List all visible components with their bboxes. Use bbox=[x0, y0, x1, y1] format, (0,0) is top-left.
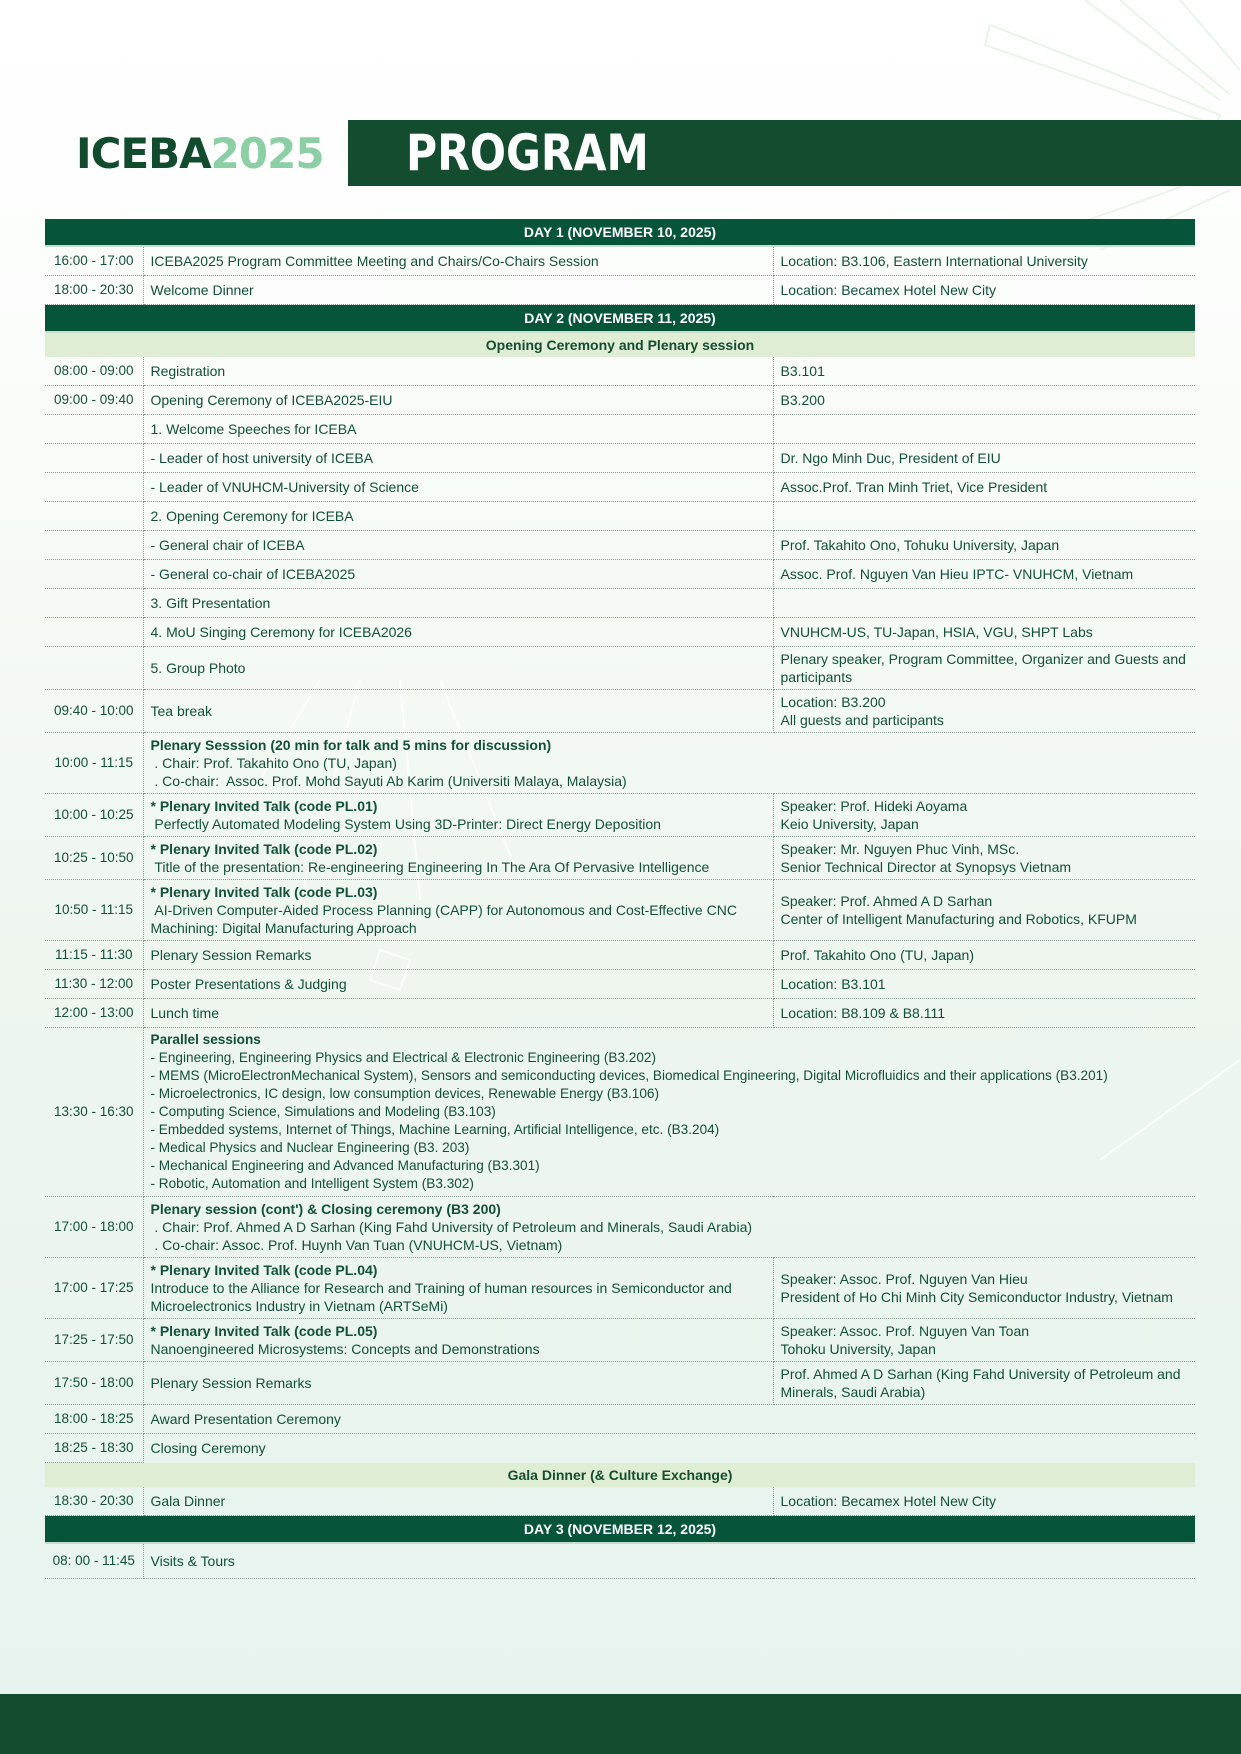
plenary-session-title: Plenary session (cont') & Closing ceremony (B3 200) bbox=[150, 1201, 501, 1217]
table-row bbox=[45, 1362, 1195, 1405]
time-cell: 17:00 - 17:25 bbox=[45, 1258, 143, 1319]
time-cell: 18:00 - 20:30 bbox=[45, 276, 143, 305]
event-cell: 3. Gift Presentation bbox=[143, 589, 773, 618]
table-row bbox=[45, 999, 1195, 1028]
time-cell: 10:00 - 11:15 bbox=[45, 733, 143, 794]
time-cell: 10:50 - 11:15 bbox=[45, 880, 143, 941]
table-row bbox=[45, 502, 1195, 531]
talk-cell bbox=[143, 794, 773, 837]
time-cell bbox=[45, 589, 143, 618]
event-cell: Opening Ceremony of ICEBA2025-EIU bbox=[143, 386, 773, 415]
talk-cell bbox=[143, 837, 773, 880]
time-cell: 17:50 - 18:00 bbox=[45, 1362, 143, 1405]
speaker-affiliation: President of Ho Chi Minh City Semiconductor Industry, Vietnam bbox=[780, 1289, 1173, 1305]
time-cell: 17:00 - 18:00 bbox=[45, 1197, 143, 1258]
table-row bbox=[45, 1543, 1195, 1579]
info-cell: Prof. Ahmed A D Sarhan (King Fahd University of Petroleum and Minerals, Saudi Arabia) bbox=[773, 1362, 1195, 1405]
speaker-cell bbox=[773, 837, 1195, 880]
speaker-cell bbox=[773, 1258, 1195, 1319]
logo-year: 2025 bbox=[210, 129, 324, 178]
time-cell: 09:00 - 09:40 bbox=[45, 386, 143, 415]
table-row bbox=[45, 970, 1195, 999]
table-row bbox=[45, 794, 1195, 837]
event-cell: - Leader of host university of ICEBA bbox=[143, 444, 773, 473]
table-row bbox=[45, 473, 1195, 502]
info-cell: Location: Becamex Hotel New City bbox=[773, 1487, 1195, 1516]
speaker-name: Speaker: Prof. Hideki Aoyama bbox=[780, 798, 968, 814]
time-cell bbox=[45, 415, 143, 444]
table-row bbox=[45, 647, 1195, 690]
event-cell: Plenary Session Remarks bbox=[143, 941, 773, 970]
info-cell: Assoc. Prof. Nguyen Van Hieu IPTC- VNUHCM, Vietnam bbox=[773, 560, 1195, 589]
title-band bbox=[348, 120, 1241, 186]
program-schedule-table bbox=[45, 219, 1195, 1579]
time-cell: 08: 00 - 11:45 bbox=[45, 1543, 143, 1579]
talk-title: Introduce to the Alliance for Research and Training of human resources in Semiconductor and Microelectronics Industry in Vietnam (ARTSeMi) bbox=[150, 1280, 732, 1314]
info-audience: All guests and participants bbox=[780, 712, 944, 728]
event-cell: - General co-chair of ICEBA2025 bbox=[143, 560, 773, 589]
day-header-row bbox=[45, 1516, 1195, 1544]
info-cell: B3.200 bbox=[773, 386, 1195, 415]
talk-cell bbox=[143, 1319, 773, 1362]
talk-cell bbox=[143, 880, 773, 941]
table-row bbox=[45, 560, 1195, 589]
table-row bbox=[45, 589, 1195, 618]
time-cell: 10:00 - 10:25 bbox=[45, 794, 143, 837]
time-cell: 08:00 - 09:00 bbox=[45, 357, 143, 386]
talk-title: Perfectly Automated Modeling System Using 3D-Printer: Direct Energy Deposition bbox=[150, 816, 661, 832]
plenary-session-cell bbox=[143, 733, 1195, 794]
event-cell: Poster Presentations & Judging bbox=[143, 970, 773, 999]
table-row bbox=[45, 1319, 1195, 1362]
time-cell: 11:30 - 12:00 bbox=[45, 970, 143, 999]
footer-band bbox=[0, 1694, 1241, 1754]
time-cell: 18:00 - 18:25 bbox=[45, 1405, 143, 1434]
day-header-row bbox=[45, 219, 1195, 246]
time-cell: 17:25 - 17:50 bbox=[45, 1319, 143, 1362]
speaker-name: Speaker: Prof. Ahmed A D Sarhan bbox=[780, 893, 993, 909]
time-cell: 10:25 - 10:50 bbox=[45, 837, 143, 880]
talk-code: * Plenary Invited Talk (code PL.03) bbox=[150, 884, 378, 900]
event-cell: Plenary Session Remarks bbox=[143, 1362, 773, 1405]
info-cell: Location: Becamex Hotel New City bbox=[773, 276, 1195, 305]
event-cell: 1. Welcome Speeches for ICEBA bbox=[143, 415, 773, 444]
table-row bbox=[45, 880, 1195, 941]
speaker-cell bbox=[773, 880, 1195, 941]
speaker-affiliation: Tohoku University, Japan bbox=[780, 1341, 936, 1357]
info-cell bbox=[773, 690, 1195, 733]
talk-title: Title of the presentation: Re-engineering Engineering In The Ara Of Pervasive Intelligence bbox=[150, 859, 710, 875]
talk-title: AI-Driven Computer-Aided Process Planning (CAPP) for Autonomous and Cost-Effective CNC Machining: Digital Manufacturing Approach bbox=[150, 902, 741, 936]
event-cell: Award Presentation Ceremony bbox=[143, 1405, 1195, 1434]
parallel-sessions-cell bbox=[143, 1028, 1195, 1197]
parallel-session-item: - MEMS (MicroElectronMechanical System), Sensors and semiconducting devices, Biomedical Engineering, Digital Microfluidics and their applications (B3.201) bbox=[150, 1068, 1108, 1083]
info-cell: Location: B3.106, Eastern International University bbox=[773, 246, 1195, 276]
table-row bbox=[45, 246, 1195, 276]
info-cell: VNUHCM-US, TU-Japan, HSIA, VGU, SHPT Labs bbox=[773, 618, 1195, 647]
parallel-session-item: - Microelectronics, IC design, low consumption devices, Renewable Energy (B3.106) bbox=[150, 1086, 659, 1101]
info-cell: Prof. Takahito Ono, Tohuku University, Japan bbox=[773, 531, 1195, 560]
event-cell: Gala Dinner bbox=[143, 1487, 773, 1516]
page-header bbox=[0, 120, 1241, 186]
opening-section-header: Opening Ceremony and Plenary session bbox=[45, 332, 1195, 357]
table-row bbox=[45, 415, 1195, 444]
day-2-header: DAY 2 (NOVEMBER 11, 2025) bbox=[45, 305, 1195, 333]
plenary-session-cell bbox=[143, 1197, 1195, 1258]
info-cell: Location: B3.101 bbox=[773, 970, 1195, 999]
event-cell: Lunch time bbox=[143, 999, 773, 1028]
page-title: PROGRAM bbox=[406, 124, 649, 182]
event-cell: - Leader of VNUHCM-University of Science bbox=[143, 473, 773, 502]
parallel-session-item: - Robotic, Automation and Intelligent System (B3.302) bbox=[150, 1176, 474, 1191]
info-cell: Assoc.Prof. Tran Minh Triet, Vice President bbox=[773, 473, 1195, 502]
table-row bbox=[45, 941, 1195, 970]
speaker-name: Speaker: Assoc. Prof. Nguyen Van Toan bbox=[780, 1323, 1030, 1339]
speaker-cell bbox=[773, 1319, 1195, 1362]
day-1-header: DAY 1 (NOVEMBER 10, 2025) bbox=[45, 219, 1195, 246]
plenary-cochair: . Co-chair: Assoc. Prof. Huynh Van Tuan (VNUHCM-US, Vietnam) bbox=[150, 1237, 563, 1253]
talk-code: * Plenary Invited Talk (code PL.02) bbox=[150, 841, 378, 857]
talk-cell bbox=[143, 1258, 773, 1319]
plenary-chair: . Chair: Prof. Ahmed A D Sarhan (King Fahd University of Petroleum and Minerals, Saudi Arabia) bbox=[150, 1219, 753, 1235]
event-cell: 2. Opening Ceremony for ICEBA bbox=[143, 502, 773, 531]
table-row bbox=[45, 690, 1195, 733]
table-row bbox=[45, 444, 1195, 473]
plenary-chair: . Chair: Prof. Takahito Ono (TU, Japan) bbox=[150, 755, 397, 771]
talk-title: Nanoengineered Microsystems: Concepts and Demonstrations bbox=[150, 1341, 540, 1357]
day-3-header: DAY 3 (NOVEMBER 12, 2025) bbox=[45, 1516, 1195, 1544]
table-row bbox=[45, 1028, 1195, 1197]
info-cell: Dr. Ngo Minh Duc, President of EIU bbox=[773, 444, 1195, 473]
info-cell bbox=[773, 415, 1195, 444]
time-cell bbox=[45, 473, 143, 502]
info-cell: Location: B8.109 & B8.111 bbox=[773, 999, 1195, 1028]
speaker-affiliation: Senior Technical Director at Synopsys Vietnam bbox=[780, 859, 1072, 875]
event-cell: Visits & Tours bbox=[143, 1543, 1195, 1579]
table-row bbox=[45, 357, 1195, 386]
gala-section-header: Gala Dinner (& Culture Exchange) bbox=[45, 1463, 1195, 1488]
speaker-name: Speaker: Assoc. Prof. Nguyen Van Hieu bbox=[780, 1271, 1028, 1287]
info-cell bbox=[773, 589, 1195, 618]
info-cell: Plenary speaker, Program Committee, Organizer and Guests and participants bbox=[773, 647, 1195, 690]
event-cell: Tea break bbox=[143, 690, 773, 733]
logo-name: ICEBA bbox=[76, 129, 211, 178]
event-cell: Closing Ceremony bbox=[150, 1440, 266, 1457]
parallel-session-item: - Embedded systems, Internet of Things, Machine Learning, Artificial Intelligence, etc. (B3.204) bbox=[150, 1122, 720, 1137]
info-cell bbox=[773, 502, 1195, 531]
talk-code: * Plenary Invited Talk (code PL.05) bbox=[150, 1323, 378, 1339]
speaker-name: Speaker: Mr. Nguyen Phuc Vinh, MSc. bbox=[780, 841, 1020, 857]
event-cell: ICEBA2025 Program Committee Meeting and Chairs/Co-Chairs Session bbox=[143, 246, 773, 276]
info-cell: Prof. Takahito Ono (TU, Japan) bbox=[773, 941, 1195, 970]
table-row bbox=[45, 1487, 1195, 1516]
talk-code: * Plenary Invited Talk (code PL.01) bbox=[150, 798, 378, 814]
time-cell: 09:40 - 10:00 bbox=[45, 690, 143, 733]
event-cell: Registration bbox=[143, 357, 773, 386]
time-cell: 11:15 - 11:30 bbox=[45, 941, 143, 970]
table-row bbox=[45, 837, 1195, 880]
parallel-session-item: - Engineering, Engineering Physics and Electrical & Electronic Engineering (B3.202) bbox=[150, 1050, 657, 1065]
time-cell bbox=[45, 647, 143, 690]
parallel-session-item: - Mechanical Engineering and Advanced Manufacturing (B3.301) bbox=[150, 1158, 540, 1173]
section-header-row bbox=[45, 332, 1195, 357]
parallel-session-item: - Computing Science, Simulations and Modeling (B3.103) bbox=[150, 1104, 496, 1119]
day-header-row bbox=[45, 305, 1195, 333]
table-row bbox=[45, 1258, 1195, 1319]
time-cell bbox=[45, 444, 143, 473]
time-cell bbox=[45, 531, 143, 560]
table-row bbox=[45, 386, 1195, 415]
table-row bbox=[45, 276, 1195, 305]
conference-logo bbox=[76, 126, 324, 182]
time-cell: 18:30 - 20:30 bbox=[45, 1487, 143, 1516]
event-cell: Welcome Dinner bbox=[143, 276, 773, 305]
plenary-session-title: Plenary Sesssion (20 min for talk and 5 mins for discussion) bbox=[150, 737, 552, 753]
table-row bbox=[45, 1197, 1195, 1258]
time-cell bbox=[45, 560, 143, 589]
table-row bbox=[45, 531, 1195, 560]
time-cell: 12:00 - 13:00 bbox=[45, 999, 143, 1028]
section-header-row bbox=[45, 1463, 1195, 1488]
parallel-sessions-title: Parallel sessions bbox=[150, 1032, 261, 1047]
speaker-affiliation: Keio University, Japan bbox=[780, 816, 919, 832]
time-cell bbox=[45, 502, 143, 531]
table-row bbox=[45, 1434, 1195, 1463]
info-location: Location: B3.200 bbox=[780, 694, 886, 710]
event-cell: 5. Group Photo bbox=[143, 647, 773, 690]
event-cell: 4. MoU Singing Ceremony for ICEBA2026 bbox=[143, 618, 773, 647]
speaker-affiliation: Center of Intelligent Manufacturing and Robotics, KFUPM bbox=[780, 911, 1137, 927]
table-row bbox=[45, 618, 1195, 647]
table-row bbox=[45, 1405, 1195, 1434]
event-cell: - General chair of ICEBA bbox=[143, 531, 773, 560]
time-cell bbox=[45, 618, 143, 647]
info-cell: B3.101 bbox=[773, 357, 1195, 386]
time-cell: 16:00 - 17:00 bbox=[45, 246, 143, 276]
speaker-cell bbox=[773, 794, 1195, 837]
plenary-cochair: . Co-chair: Assoc. Prof. Mohd Sayuti Ab Karim (Universiti Malaya, Malaysia) bbox=[150, 773, 627, 789]
time-cell: 18:25 - 18:30 bbox=[45, 1434, 143, 1463]
talk-code: * Plenary Invited Talk (code PL.04) bbox=[150, 1262, 378, 1278]
table-row bbox=[45, 733, 1195, 794]
time-cell: 13:30 - 16:30 bbox=[45, 1028, 143, 1197]
parallel-session-item: - Medical Physics and Nuclear Engineering (B3. 203) bbox=[150, 1140, 470, 1155]
